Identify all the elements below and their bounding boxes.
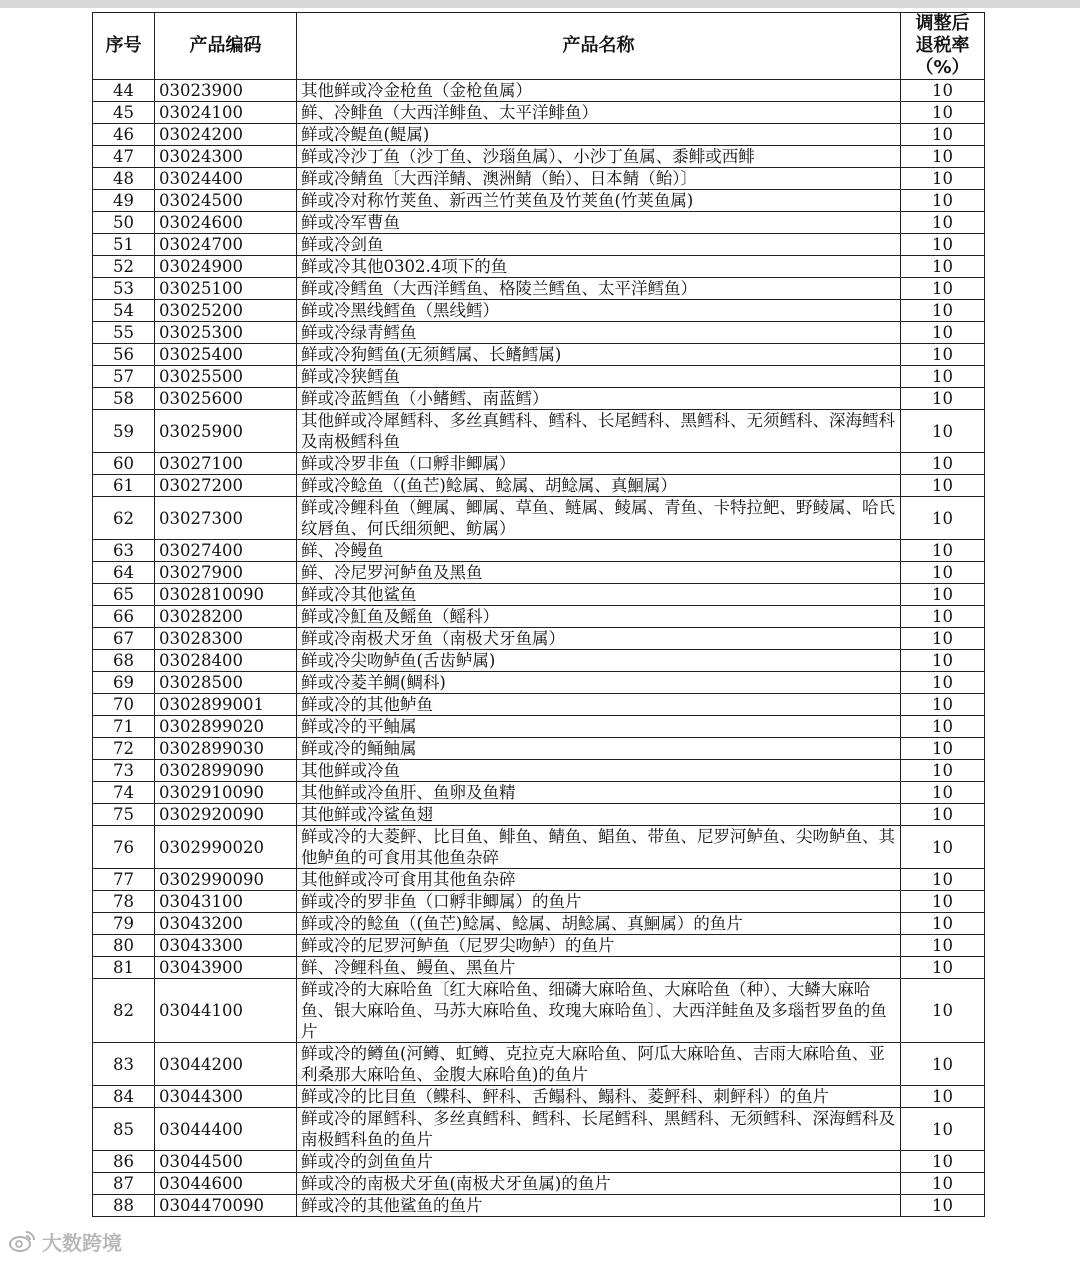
cell-product-name: 其他鲜或冷鱼肝、鱼卵及鱼精 [297, 782, 901, 804]
cell-seq: 54 [93, 300, 155, 322]
cell-product-code: 03025400 [155, 344, 297, 366]
cell-product-name: 鲜或冷其他鲨鱼 [297, 584, 901, 606]
cell-product-name: 其他鲜或冷鲨鱼翅 [297, 804, 901, 826]
cell-product-name: 鲜或冷的鲬鲉属 [297, 738, 901, 760]
table-row [93, 80, 985, 102]
cell-product-code: 0302899020 [155, 716, 297, 738]
cell-product-name: 鲜或冷黑线鳕鱼（黑线鳕） [297, 300, 901, 322]
cell-seq: 65 [93, 584, 155, 606]
header-rate-line1: 调整后 [915, 13, 970, 34]
cell-product-code: 03025900 [155, 410, 297, 453]
cell-seq: 71 [93, 716, 155, 738]
cell-seq: 60 [93, 453, 155, 475]
cell-rebate-rate: 10 [901, 1151, 985, 1173]
cell-seq: 52 [93, 256, 155, 278]
cell-product-code: 03028400 [155, 650, 297, 672]
cell-product-name: 其他鲜或冷可食用其他鱼杂碎 [297, 869, 901, 891]
cell-product-code: 03043900 [155, 957, 297, 979]
cell-product-code: 03024100 [155, 102, 297, 124]
cell-rebate-rate: 10 [901, 1173, 985, 1195]
table-row [93, 1043, 985, 1086]
cell-rebate-rate: 10 [901, 190, 985, 212]
table-row [93, 497, 985, 540]
cell-rebate-rate: 10 [901, 584, 985, 606]
cell-rebate-rate: 10 [901, 497, 985, 540]
cell-product-code: 03027300 [155, 497, 297, 540]
cell-seq: 77 [93, 869, 155, 891]
cell-rebate-rate: 10 [901, 453, 985, 475]
cell-product-code: 03027200 [155, 475, 297, 497]
cell-rebate-rate: 10 [901, 694, 985, 716]
cell-seq: 81 [93, 957, 155, 979]
cell-product-code: 0302990020 [155, 826, 297, 869]
cell-product-code: 0302810090 [155, 584, 297, 606]
cell-seq: 49 [93, 190, 155, 212]
cell-product-code: 0302920090 [155, 804, 297, 826]
cell-product-code: 0302910090 [155, 782, 297, 804]
table-row [93, 124, 985, 146]
cell-product-name: 鲜或冷的比目鱼（鲽科、鲆科、舌鳎科、鳎科、菱鲆科、刺鲆科）的鱼片 [297, 1086, 901, 1108]
cell-product-code: 03043300 [155, 935, 297, 957]
table-row [93, 475, 985, 497]
cell-rebate-rate: 10 [901, 738, 985, 760]
table-header-row [93, 13, 985, 80]
table-row [93, 1086, 985, 1108]
table-row [93, 760, 985, 782]
header-product-code: 产品编码 [155, 13, 297, 80]
table-body [93, 80, 985, 1217]
cell-product-code: 03027400 [155, 540, 297, 562]
cell-product-name: 鲜或冷鲶鱼（(鱼芒)鲶属、鲶属、胡鲶属、真鮰属） [297, 475, 901, 497]
cell-product-name: 鲜或冷剑鱼 [297, 234, 901, 256]
table-row [93, 410, 985, 453]
cell-product-name: 鲜或冷鲭鱼〔大西洋鲭、澳洲鲭（鲐）、日本鲭（鲐）〕 [297, 168, 901, 190]
export-rebate-table [92, 12, 985, 1217]
cell-product-code: 03028200 [155, 606, 297, 628]
cell-rebate-rate: 10 [901, 672, 985, 694]
cell-product-name: 鲜或冷魟鱼及鳐鱼（鳐科） [297, 606, 901, 628]
cell-product-code: 03025600 [155, 388, 297, 410]
table-row [93, 1195, 985, 1217]
cell-product-name: 鲜或冷的罗非鱼（口孵非鲫属）的鱼片 [297, 891, 901, 913]
cell-product-name: 鲜或冷的剑鱼鱼片 [297, 1151, 901, 1173]
cell-product-name: 鲜或冷的平鲉属 [297, 716, 901, 738]
cell-rebate-rate: 10 [901, 80, 985, 102]
table-row [93, 146, 985, 168]
table-row [93, 234, 985, 256]
cell-seq: 58 [93, 388, 155, 410]
cell-seq: 59 [93, 410, 155, 453]
cell-seq: 70 [93, 694, 155, 716]
cell-rebate-rate: 10 [901, 782, 985, 804]
table-row [93, 1173, 985, 1195]
cell-seq: 78 [93, 891, 155, 913]
cell-rebate-rate: 10 [901, 212, 985, 234]
cell-rebate-rate: 10 [901, 1108, 985, 1151]
table-row [93, 388, 985, 410]
table-row [93, 584, 985, 606]
table-row [93, 672, 985, 694]
cell-product-name: 鲜或冷的鳟鱼(河鳟、虹鳟、克拉克大麻哈鱼、阿瓜大麻哈鱼、吉雨大麻哈鱼、亚利桑那大麻哈鱼、金腹大麻哈鱼)的鱼片 [297, 1043, 901, 1086]
cell-product-code: 03028300 [155, 628, 297, 650]
cell-product-name: 鲜或冷蓝鳕鱼（小鳍鳕、南蓝鳕） [297, 388, 901, 410]
cell-seq: 44 [93, 80, 155, 102]
cell-rebate-rate: 10 [901, 979, 985, 1043]
cell-product-name: 鲜或冷的大菱鲆、比目鱼、鲱鱼、鲭鱼、鲳鱼、带鱼、尼罗河鲈鱼、尖吻鲈鱼、其他鲈鱼的可食用其他鱼杂碎 [297, 826, 901, 869]
header-rate-line2: 退税率 [915, 35, 970, 56]
watermark-text: 大数跨境 [42, 1230, 122, 1255]
cell-rebate-rate: 10 [901, 1195, 985, 1217]
cell-seq: 88 [93, 1195, 155, 1217]
cell-rebate-rate: 10 [901, 256, 985, 278]
cell-product-code: 03044200 [155, 1043, 297, 1086]
cell-product-name: 鲜、冷鳗鱼 [297, 540, 901, 562]
cell-rebate-rate: 10 [901, 869, 985, 891]
cell-product-name: 鲜或冷狗鳕鱼(无须鳕属、长鳍鳕属) [297, 344, 901, 366]
cell-product-code: 0302899090 [155, 760, 297, 782]
cell-seq: 57 [93, 366, 155, 388]
cell-rebate-rate: 10 [901, 124, 985, 146]
table-row [93, 782, 985, 804]
cell-seq: 79 [93, 913, 155, 935]
cell-product-code: 03044100 [155, 979, 297, 1043]
cell-seq: 47 [93, 146, 155, 168]
cell-seq: 66 [93, 606, 155, 628]
cell-product-code: 03024300 [155, 146, 297, 168]
table-row [93, 628, 985, 650]
table-row [93, 957, 985, 979]
cell-product-name: 鲜或冷的大麻哈鱼〔红大麻哈鱼、细磷大麻哈鱼、大麻哈鱼（种）、大鳞大麻哈鱼、银大麻哈鱼、马苏大麻哈鱼、玫瑰大麻哈鱼〕、大西洋鲑鱼及多瑙哲罗鱼的鱼片 [297, 979, 901, 1043]
cell-seq: 75 [93, 804, 155, 826]
cell-product-name: 鲜、冷鲱鱼（大西洋鲱鱼、太平洋鲱鱼） [297, 102, 901, 124]
cell-rebate-rate: 10 [901, 606, 985, 628]
cell-product-code: 03025500 [155, 366, 297, 388]
cell-rebate-rate: 10 [901, 935, 985, 957]
table-row [93, 1151, 985, 1173]
cell-product-code: 03024600 [155, 212, 297, 234]
cell-product-name: 鲜或冷鳕鱼（大西洋鳕鱼、格陵兰鳕鱼、太平洋鳕鱼） [297, 278, 901, 300]
cell-rebate-rate: 10 [901, 168, 985, 190]
cell-rebate-rate: 10 [901, 234, 985, 256]
table-row [93, 869, 985, 891]
cell-product-name: 鲜或冷军曹鱼 [297, 212, 901, 234]
cell-seq: 61 [93, 475, 155, 497]
table-row [93, 891, 985, 913]
cell-product-name: 鲜或冷南极犬牙鱼（南极犬牙鱼属） [297, 628, 901, 650]
cell-product-name: 鲜或冷对称竹荚鱼、新西兰竹荚鱼及竹荚鱼(竹荚鱼属) [297, 190, 901, 212]
cell-product-name: 鲜、冷尼罗河鲈鱼及黑鱼 [297, 562, 901, 584]
cell-seq: 83 [93, 1043, 155, 1086]
cell-product-name: 其他鲜或冷犀鳕科、多丝真鳕科、鳕科、长尾鳕科、黑鳕科、无须鳕科、深海鳕科及南极鳕科鱼 [297, 410, 901, 453]
cell-product-name: 鲜或冷的其他鲈鱼 [297, 694, 901, 716]
document-page [0, 8, 1080, 1265]
table-row [93, 278, 985, 300]
cell-product-code: 03027900 [155, 562, 297, 584]
cell-product-name: 鲜或冷菱羊鲷(鲷科) [297, 672, 901, 694]
table-row [93, 344, 985, 366]
cell-product-code: 03025100 [155, 278, 297, 300]
table-row [93, 979, 985, 1043]
table-row [93, 716, 985, 738]
table-row [93, 102, 985, 124]
cell-product-code: 03024700 [155, 234, 297, 256]
cell-product-name: 鲜或冷鳀鱼(鳀属) [297, 124, 901, 146]
cell-product-code: 03025300 [155, 322, 297, 344]
cell-product-name: 鲜或冷其他0302.4项下的鱼 [297, 256, 901, 278]
cell-seq: 50 [93, 212, 155, 234]
table-row [93, 212, 985, 234]
table-row [93, 804, 985, 826]
cell-product-code: 0302990090 [155, 869, 297, 891]
cell-product-name: 鲜或冷罗非鱼（口孵非鲫属） [297, 453, 901, 475]
cell-product-name: 鲜或冷的南极犬牙鱼(南极犬牙鱼属)的鱼片 [297, 1173, 901, 1195]
cell-seq: 84 [93, 1086, 155, 1108]
table-row [93, 300, 985, 322]
cell-rebate-rate: 10 [901, 716, 985, 738]
cell-rebate-rate: 10 [901, 891, 985, 913]
cell-rebate-rate: 10 [901, 562, 985, 584]
table-row [93, 738, 985, 760]
cell-rebate-rate: 10 [901, 650, 985, 672]
cell-seq: 74 [93, 782, 155, 804]
table-row [93, 168, 985, 190]
cell-product-code: 03043200 [155, 913, 297, 935]
cell-rebate-rate: 10 [901, 410, 985, 453]
table-row [93, 540, 985, 562]
cell-product-code: 03024200 [155, 124, 297, 146]
cell-seq: 80 [93, 935, 155, 957]
cell-product-name: 鲜或冷沙丁鱼（沙丁鱼、沙瑙鱼属）、小沙丁鱼属、黍鲱或西鲱 [297, 146, 901, 168]
cell-rebate-rate: 10 [901, 1086, 985, 1108]
cell-product-code: 0302899030 [155, 738, 297, 760]
cell-product-code: 03023900 [155, 80, 297, 102]
cell-seq: 45 [93, 102, 155, 124]
cell-product-name: 其他鲜或冷金枪鱼（金枪鱼属） [297, 80, 901, 102]
cell-product-name: 鲜或冷的犀鳕科、多丝真鳕科、鳕科、长尾鳕科、黑鳕科、无须鳕科、深海鳕科及南极鳕科鱼的鱼片 [297, 1108, 901, 1151]
cell-product-code: 0304470090 [155, 1195, 297, 1217]
cell-rebate-rate: 10 [901, 300, 985, 322]
header-product-name: 产品名称 [297, 13, 901, 80]
viewer-top-bar [0, 0, 1080, 8]
cell-product-name: 鲜或冷尖吻鲈鱼(舌齿鲈属) [297, 650, 901, 672]
cell-product-name: 鲜、冷鲤科鱼、鳗鱼、黑鱼片 [297, 957, 901, 979]
header-rebate-rate [901, 13, 985, 80]
table-row [93, 606, 985, 628]
cell-product-code: 03027100 [155, 453, 297, 475]
cell-seq: 87 [93, 1173, 155, 1195]
cell-rebate-rate: 10 [901, 1043, 985, 1086]
cell-rebate-rate: 10 [901, 366, 985, 388]
table-row [93, 562, 985, 584]
cell-product-code: 03028500 [155, 672, 297, 694]
table-row [93, 826, 985, 869]
cell-seq: 63 [93, 540, 155, 562]
table-row [93, 256, 985, 278]
cell-seq: 76 [93, 826, 155, 869]
cell-rebate-rate: 10 [901, 278, 985, 300]
cell-product-name: 其他鲜或冷鱼 [297, 760, 901, 782]
cell-product-name: 鲜或冷绿青鳕鱼 [297, 322, 901, 344]
cell-seq: 51 [93, 234, 155, 256]
cell-rebate-rate: 10 [901, 102, 985, 124]
cell-seq: 72 [93, 738, 155, 760]
cell-seq: 82 [93, 979, 155, 1043]
cell-rebate-rate: 10 [901, 913, 985, 935]
table-row [93, 322, 985, 344]
cell-seq: 85 [93, 1108, 155, 1151]
cell-rebate-rate: 10 [901, 826, 985, 869]
cell-seq: 62 [93, 497, 155, 540]
cell-seq: 73 [93, 760, 155, 782]
cell-seq: 67 [93, 628, 155, 650]
cell-seq: 56 [93, 344, 155, 366]
table-row [93, 650, 985, 672]
cell-product-code: 03024900 [155, 256, 297, 278]
cell-seq: 64 [93, 562, 155, 584]
cell-rebate-rate: 10 [901, 388, 985, 410]
table-row [93, 1108, 985, 1151]
cell-product-code: 03025200 [155, 300, 297, 322]
table-row [93, 935, 985, 957]
cell-product-code: 0302899001 [155, 694, 297, 716]
cell-rebate-rate: 10 [901, 804, 985, 826]
cell-rebate-rate: 10 [901, 322, 985, 344]
cell-product-name: 鲜或冷的其他鲨鱼的鱼片 [297, 1195, 901, 1217]
header-rate-line3: （%） [915, 57, 970, 78]
cell-seq: 48 [93, 168, 155, 190]
cell-product-code: 03044500 [155, 1151, 297, 1173]
cell-seq: 86 [93, 1151, 155, 1173]
cell-product-name: 鲜或冷的尼罗河鲈鱼（尼罗尖吻鲈）的鱼片 [297, 935, 901, 957]
cell-rebate-rate: 10 [901, 344, 985, 366]
table-row [93, 366, 985, 388]
cell-rebate-rate: 10 [901, 957, 985, 979]
cell-product-code: 03044300 [155, 1086, 297, 1108]
cell-product-code: 03024400 [155, 168, 297, 190]
cell-seq: 68 [93, 650, 155, 672]
cell-seq: 55 [93, 322, 155, 344]
table-row [93, 913, 985, 935]
cell-product-name: 鲜或冷的鲶鱼（(鱼芒)鲶属、鲶属、胡鲶属、真鮰属）的鱼片 [297, 913, 901, 935]
cell-rebate-rate: 10 [901, 475, 985, 497]
cell-product-name: 鲜或冷鲤科鱼（鲤属、鲫属、草鱼、鲢属、鲮属、青鱼、卡特拉鲃、野鲮属、哈氏纹唇鱼、何氏细须鲃、鲂属） [297, 497, 901, 540]
cell-rebate-rate: 10 [901, 540, 985, 562]
cell-seq: 46 [93, 124, 155, 146]
cell-rebate-rate: 10 [901, 628, 985, 650]
cell-product-name: 鲜或冷狭鳕鱼 [297, 366, 901, 388]
cell-product-code: 03043100 [155, 891, 297, 913]
cell-product-code: 03024500 [155, 190, 297, 212]
cell-seq: 53 [93, 278, 155, 300]
cell-product-code: 03044600 [155, 1173, 297, 1195]
table-row [93, 694, 985, 716]
cell-seq: 69 [93, 672, 155, 694]
cell-product-code: 03044400 [155, 1108, 297, 1151]
cell-rebate-rate: 10 [901, 760, 985, 782]
header-seq: 序号 [93, 13, 155, 80]
table-row [93, 453, 985, 475]
table-row [93, 190, 985, 212]
cell-rebate-rate: 10 [901, 146, 985, 168]
